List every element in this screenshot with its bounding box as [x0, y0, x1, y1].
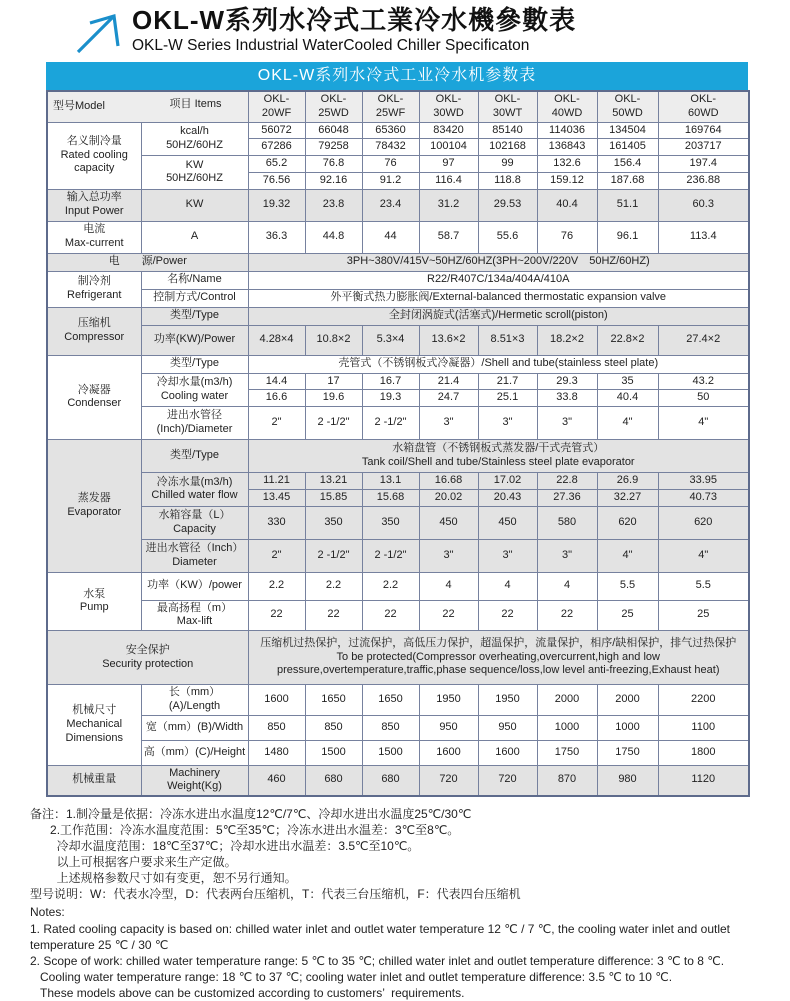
spec-value-cell: 4": [658, 539, 749, 572]
model-header-cell: OKL- 30WT: [478, 91, 537, 122]
spec-value-cell: 33.95: [658, 473, 749, 490]
spec-value-cell: 97: [419, 156, 478, 173]
spec-value-cell: 1000: [597, 715, 658, 740]
spec-value-cell: 22.8×2: [597, 325, 658, 355]
spec-value-cell: 2.2: [248, 572, 305, 600]
spec-value-cell: 1120: [658, 765, 749, 796]
note-line: These models above can be customized according to customers’ requirements.: [30, 985, 465, 1000]
spec-value-cell: 116.4: [419, 172, 478, 189]
note-line: 1. Rated cooling capacity is based on: chilled water inlet and outlet water temperature 12 ℃ / 7 ℃, the cooling water inlet and outlet: [30, 921, 731, 936]
spec-value-cell: 40.73: [658, 489, 749, 506]
spec-value-cell: 1000: [537, 715, 597, 740]
spec-value-cell: 16.6: [248, 390, 305, 407]
spec-value-cell: 1950: [419, 685, 478, 716]
spec-value-cell: 14.4: [248, 373, 305, 390]
table-row: [47, 271, 749, 289]
section-label-cell: 名义制冷量 Rated cooling capacity: [47, 122, 141, 189]
spec-value-cell: 3": [419, 407, 478, 440]
model-header-cell: OKL- 40WD: [537, 91, 597, 122]
spec-value-cell: 850: [248, 715, 305, 740]
item-label-cell: 宽（mm）(B)/Width: [141, 715, 248, 740]
spec-value-cell: 21.4: [419, 373, 478, 390]
spec-value-cell: 85140: [478, 122, 537, 139]
spec-value-cell: 1600: [419, 740, 478, 765]
spec-value-cell: 13.6×2: [419, 325, 478, 355]
spec-value-cell: 980: [597, 765, 658, 796]
table-row: [47, 91, 749, 122]
spec-value-cell: 330: [248, 506, 305, 539]
spec-value-cell: 17.02: [478, 473, 537, 490]
spec-value-cell: 22: [305, 600, 362, 631]
spec-value-cell: 161405: [597, 139, 658, 156]
spec-value-cell: 19.6: [305, 390, 362, 407]
table-row: [47, 685, 749, 716]
spec-value-cell: 11.21: [248, 473, 305, 490]
spec-value-cell: 1750: [537, 740, 597, 765]
spec-value-cell: 3": [537, 539, 597, 572]
spec-value-cell: 99: [478, 156, 537, 173]
spec-value-cell: 132.6: [537, 156, 597, 173]
spec-value-cell: 8.51×3: [478, 325, 537, 355]
spec-value-cell: 850: [362, 715, 419, 740]
spec-value-cell: 102168: [478, 139, 537, 156]
section-label-cell: 水泵 Pump: [47, 572, 141, 631]
spec-value-cell: 2 -1/2": [362, 539, 419, 572]
corner-cell: [47, 91, 248, 122]
spec-value-cell: 27.36: [537, 489, 597, 506]
spec-value-cell: 2 -1/2": [362, 407, 419, 440]
table-row: [47, 440, 749, 473]
table-row: [47, 253, 749, 271]
section-label-cell: 制冷剂 Refrigerant: [47, 271, 141, 307]
spec-value-cell: 22: [362, 600, 419, 631]
item-label-cell: 功率（KW）/power: [141, 572, 248, 600]
note-line: 2.工作范围：冷冻水温度范围：5℃至35℃；冷冻水进出水温差：3℃至8℃。: [30, 823, 460, 838]
spec-value-cell: 21.7: [478, 373, 537, 390]
spec-value-cell: 26.9: [597, 473, 658, 490]
spec-value-cell: 2 -1/2": [305, 539, 362, 572]
spec-value-cell: 2": [248, 539, 305, 572]
spec-value-cell: 16.7: [362, 373, 419, 390]
items-axis-label: 项目 Items: [169, 98, 222, 111]
spec-value-cell: 159.12: [537, 172, 597, 189]
spec-value-cell: 4: [478, 572, 537, 600]
spec-value-cell: 40.4: [597, 390, 658, 407]
spec-value-cell: 65360: [362, 122, 419, 139]
model-header-cell: OKL- 50WD: [597, 91, 658, 122]
spec-value-cell: 1600: [478, 740, 537, 765]
spec-value-cell: 620: [658, 506, 749, 539]
spec-value-cell: 56072: [248, 122, 305, 139]
table-row: [47, 740, 749, 765]
spec-value-cell: 680: [362, 765, 419, 796]
spec-value-cell: 76.56: [248, 172, 305, 189]
note-line: temperature 25 ℃ / 30 ℃: [30, 937, 169, 952]
spec-value-cell: 4": [658, 407, 749, 440]
spec-value-cell: 1750: [597, 740, 658, 765]
spec-value-cell: 13.21: [305, 473, 362, 490]
section-label-cell: 电 源/Power: [47, 253, 248, 271]
item-label-cell: 名称/Name: [141, 271, 248, 289]
table-row: [47, 539, 749, 572]
spec-value-cell: 4.28×4: [248, 325, 305, 355]
spec-value-cell: 2000: [537, 685, 597, 716]
item-label-cell: kcal/h 50HZ/60HZ: [141, 122, 248, 156]
spec-value-cell: 3": [478, 539, 537, 572]
spec-value-cell: 23.4: [362, 189, 419, 221]
spec-value-cell: 950: [478, 715, 537, 740]
item-label-cell: 功率(KW)/Power: [141, 325, 248, 355]
spec-value-cell: 50: [658, 390, 749, 407]
spec-value-cell: 2.2: [362, 572, 419, 600]
spec-value-cell: 1800: [658, 740, 749, 765]
spec-value-cell: 2000: [597, 685, 658, 716]
page-title-en: OKL-W Series Industrial WaterCooled Chiller Specificaton: [132, 36, 530, 54]
item-label-cell: KW: [141, 189, 248, 221]
spec-value-cell: 55.6: [478, 221, 537, 253]
spec-value-cell: 460: [248, 765, 305, 796]
spec-value-cell: 44.8: [305, 221, 362, 253]
table-row: [47, 325, 749, 355]
note-line: 2. Scope of work: chilled water temperature range: 5 ℃ to 35 ℃; chilled water inlet and outlet temperature difference: 3 ℃ to 8 ℃.: [30, 953, 725, 968]
spec-value-cell: 169764: [658, 122, 749, 139]
spec-value-cell: 65.2: [248, 156, 305, 173]
spec-value-cell: 36.3: [248, 221, 305, 253]
spec-table: [46, 90, 750, 797]
spec-value-cell: 23.8: [305, 189, 362, 221]
spec-value-cell: 15.68: [362, 489, 419, 506]
spec-value-cell: 76.8: [305, 156, 362, 173]
spec-value-cell: 79258: [305, 139, 362, 156]
table-row: [47, 373, 749, 390]
spec-value-cell: 水箱盘管（不锈钢板式蒸发器/干式壳管式） Tank coil/Shell and tube/Stainless steel plate evaporator: [248, 440, 749, 473]
spec-value-cell: 20.43: [478, 489, 537, 506]
spec-value-cell: 118.8: [478, 172, 537, 189]
spec-value-cell: 720: [419, 765, 478, 796]
spec-value-cell: 33.8: [537, 390, 597, 407]
spec-value-cell: 5.5: [597, 572, 658, 600]
note-line: 备注：1.制冷量是依据：冷冻水进出水温度12℃/7℃、冷却水进出水温度25℃/30℃: [30, 807, 472, 821]
spec-value-cell: 78432: [362, 139, 419, 156]
table-row: [47, 289, 749, 307]
spec-value-cell: R22/R407C/134a/404A/410A: [248, 271, 749, 289]
spec-value-cell: 1600: [248, 685, 305, 716]
spec-value-cell: 76: [537, 221, 597, 253]
table-row: [47, 407, 749, 440]
spec-value-cell: 720: [478, 765, 537, 796]
table-row: [47, 355, 749, 373]
note-line: 冷却水温度范围：18℃至37℃；冷却水进出水温差：3.5℃至10℃。: [30, 839, 420, 854]
note-line: 型号说明：W：代表水冷型，D：代表两台压缩机，T：代表三台压缩机，F：代表四台压缩机: [30, 887, 521, 902]
spec-value-cell: 25: [658, 600, 749, 631]
section-label-cell: 安全保护 Security protection: [47, 631, 248, 685]
spec-value-cell: 4": [597, 539, 658, 572]
spec-value-cell: 29.53: [478, 189, 537, 221]
model-header-cell: OKL- 25WD: [305, 91, 362, 122]
spec-value-cell: 32.27: [597, 489, 658, 506]
spec-value-cell: 15.85: [305, 489, 362, 506]
notes-english: [30, 904, 760, 1000]
spec-value-cell: 5.5: [658, 572, 749, 600]
spec-value-cell: 27.4×2: [658, 325, 749, 355]
section-label-cell: 机械尺寸 Mechanical Dimensions: [47, 685, 141, 766]
table-row: [47, 572, 749, 600]
note-line: 上述规格参数尺寸如有变更，恕不另行通知。: [30, 871, 297, 886]
model-header-cell: OKL- 20WF: [248, 91, 305, 122]
item-label-cell: Machinery Weight(Kg): [141, 765, 248, 796]
spec-value-cell: 113.4: [658, 221, 749, 253]
section-label-cell: 机械重量: [47, 765, 141, 796]
item-label-cell: 类型/Type: [141, 307, 248, 325]
spec-value-cell: 44: [362, 221, 419, 253]
spec-value-cell: 外平衡式热力膨胀阀/External-balanced thermostatic expansion valve: [248, 289, 749, 307]
spec-value-cell: 203717: [658, 139, 749, 156]
section-label-cell: 输入总功率 Input Power: [47, 189, 141, 221]
note-line: 以上可根据客户要求来生产定做。: [30, 855, 237, 870]
spec-value-cell: 1950: [478, 685, 537, 716]
table-row: [47, 631, 749, 685]
spec-value-cell: 22: [537, 600, 597, 631]
item-label-cell: 控制方式/Control: [141, 289, 248, 307]
spec-value-cell: 18.2×2: [537, 325, 597, 355]
item-label-cell: 类型/Type: [141, 355, 248, 373]
spec-value-cell: 96.1: [597, 221, 658, 253]
spec-value-cell: 2": [248, 407, 305, 440]
spec-value-cell: 24.7: [419, 390, 478, 407]
table-row: [47, 715, 749, 740]
note-line: Cooling water temperature range: 18 ℃ to 37 ℃; cooling water inlet and outlet temperature difference: 3.5 ℃ to 10 ℃.: [30, 969, 673, 984]
notes-chinese: [30, 806, 760, 902]
section-label-cell: 压缩机 Compressor: [47, 307, 141, 355]
spec-value-cell: 25.1: [478, 390, 537, 407]
spec-value-cell: 187.68: [597, 172, 658, 189]
spec-value-cell: 壳管式（不锈钢板式冷凝器）/Shell and tube(stainless steel plate): [248, 355, 749, 373]
spec-value-cell: 31.2: [419, 189, 478, 221]
item-label-cell: 最高扬程（m） Max-lift: [141, 600, 248, 631]
spec-value-cell: 19.32: [248, 189, 305, 221]
spec-value-cell: 580: [537, 506, 597, 539]
spec-value-cell: 2200: [658, 685, 749, 716]
item-label-cell: 水箱容量（L） Capacity: [141, 506, 248, 539]
model-axis-label: 型号Model: [53, 99, 105, 112]
spec-value-cell: 76: [362, 156, 419, 173]
arrow-logo-icon: [72, 6, 126, 56]
table-banner: OKL-W系列水冷式工业冷水机参数表: [46, 62, 748, 90]
spec-value-cell: 91.2: [362, 172, 419, 189]
table-row: [47, 473, 749, 490]
section-label-cell: 电流 Max-current: [47, 221, 141, 253]
model-header-cell: OKL- 25WF: [362, 91, 419, 122]
item-label-cell: 进出水管径 (Inch)/Diameter: [141, 407, 248, 440]
spec-value-cell: 22: [478, 600, 537, 631]
masthead: [0, 0, 790, 58]
spec-value-cell: 全封闭涡旋式(活塞式)/Hermetic scroll(piston): [248, 307, 749, 325]
spec-value-cell: 5.3×4: [362, 325, 419, 355]
table-row: [47, 600, 749, 631]
spec-value-cell: 43.2: [658, 373, 749, 390]
spec-value-cell: 197.4: [658, 156, 749, 173]
model-header-cell: OKL- 30WD: [419, 91, 478, 122]
spec-value-cell: 680: [305, 765, 362, 796]
section-label-cell: 蒸发器 Evaporator: [47, 440, 141, 573]
spec-value-cell: 35: [597, 373, 658, 390]
title-block: [132, 6, 576, 55]
spec-value-cell: 450: [419, 506, 478, 539]
spec-value-cell: 1500: [305, 740, 362, 765]
spec-value-cell: 92.16: [305, 172, 362, 189]
item-label-cell: A: [141, 221, 248, 253]
table-row: [47, 156, 749, 173]
spec-value-cell: 22: [419, 600, 478, 631]
model-header-cell: OKL- 60WD: [658, 91, 749, 122]
section-label-cell: 冷凝器 Condenser: [47, 355, 141, 440]
table-row: [47, 189, 749, 221]
spec-value-cell: 40.4: [537, 189, 597, 221]
spec-value-cell: 134504: [597, 122, 658, 139]
spec-value-cell: 58.7: [419, 221, 478, 253]
spec-value-cell: 1100: [658, 715, 749, 740]
spec-value-cell: 4: [537, 572, 597, 600]
table-row: [47, 307, 749, 325]
spec-value-cell: 压缩机过热保护，过流保护，高低压力保护，超温保护，流量保护，相序/缺相保护，排气过热保护 To be protected(Compressor overheating,overcurrent,high and low pressure,overtemperature,traffic,phase sequence/loss,low level anti-freezing,Exhaust heat): [248, 631, 749, 685]
page-title-zh: OKL-W系列水冷式工業冷水機參數表: [132, 5, 577, 35]
note-line: Notes:: [30, 905, 65, 920]
spec-value-cell: 2 -1/2": [305, 407, 362, 440]
spec-value-cell: 450: [478, 506, 537, 539]
item-label-cell: 冷却水量(m3/h) Cooling water: [141, 373, 248, 407]
spec-value-cell: 4": [597, 407, 658, 440]
spec-value-cell: 3PH~380V/415V~50HZ/60HZ(3PH~200V/220V 50HZ/60HZ): [248, 253, 749, 271]
spec-value-cell: 17: [305, 373, 362, 390]
spec-value-cell: 13.1: [362, 473, 419, 490]
spec-value-cell: 100104: [419, 139, 478, 156]
spec-value-cell: 60.3: [658, 189, 749, 221]
spec-value-cell: 350: [305, 506, 362, 539]
spec-value-cell: 1650: [362, 685, 419, 716]
spec-value-cell: 2.2: [305, 572, 362, 600]
spec-value-cell: 114036: [537, 122, 597, 139]
spec-value-cell: 19.3: [362, 390, 419, 407]
spec-value-cell: 950: [419, 715, 478, 740]
spec-value-cell: 1650: [305, 685, 362, 716]
spec-value-cell: 10.8×2: [305, 325, 362, 355]
item-label-cell: 冷冻水量(m3/h) Chilled water flow: [141, 473, 248, 507]
spec-value-cell: 870: [537, 765, 597, 796]
spec-value-cell: 22: [248, 600, 305, 631]
spec-value-cell: 66048: [305, 122, 362, 139]
spec-value-cell: 156.4: [597, 156, 658, 173]
spec-value-cell: 236.88: [658, 172, 749, 189]
spec-value-cell: 25: [597, 600, 658, 631]
spec-value-cell: 29.3: [537, 373, 597, 390]
item-label-cell: 长（mm）(A)/Length: [141, 685, 248, 716]
table-row: [47, 122, 749, 139]
spec-value-cell: 1480: [248, 740, 305, 765]
spec-value-cell: 620: [597, 506, 658, 539]
table-row: [47, 221, 749, 253]
spec-value-cell: 4: [419, 572, 478, 600]
item-label-cell: KW 50HZ/60HZ: [141, 156, 248, 190]
spec-value-cell: 51.1: [597, 189, 658, 221]
table-row: [47, 506, 749, 539]
table-row: [47, 765, 749, 796]
spec-value-cell: 16.68: [419, 473, 478, 490]
spec-value-cell: 136843: [537, 139, 597, 156]
spec-value-cell: 1500: [362, 740, 419, 765]
spec-value-cell: 3": [419, 539, 478, 572]
spec-value-cell: 13.45: [248, 489, 305, 506]
spec-value-cell: 83420: [419, 122, 478, 139]
item-label-cell: 进出水管径（Inch） Diameter: [141, 539, 248, 572]
spec-value-cell: 350: [362, 506, 419, 539]
spec-value-cell: 3": [537, 407, 597, 440]
spec-value-cell: 20.02: [419, 489, 478, 506]
spec-value-cell: 22.8: [537, 473, 597, 490]
spec-value-cell: 3": [478, 407, 537, 440]
item-label-cell: 类型/Type: [141, 440, 248, 473]
spec-value-cell: 850: [305, 715, 362, 740]
item-label-cell: 高（mm）(C)/Height: [141, 740, 248, 765]
spec-value-cell: 67286: [248, 139, 305, 156]
